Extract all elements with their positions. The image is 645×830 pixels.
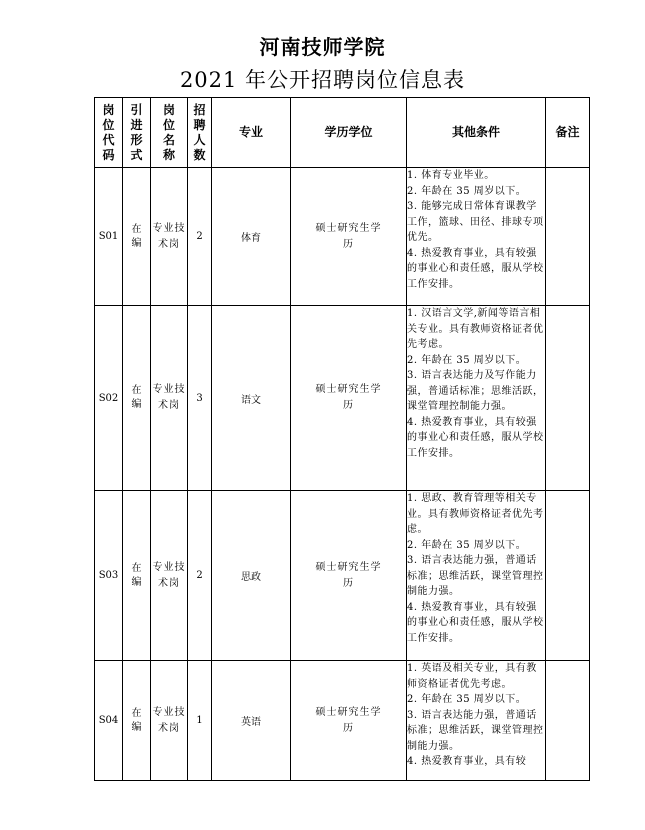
cell-conditions [407,661,546,781]
table-row [95,661,590,781]
cell-count: 3 [188,306,212,491]
document-subtitle: 2021 年公开招聘岗位信息表 [179,68,466,92]
condition-item: 1. 汉语言文学,新闻等语言相关专业。具有教师资格证者优先考虑。 [407,308,544,350]
cell-form: 在编 [123,661,151,781]
cell-post: 专业技术岗 [151,491,188,661]
cell-count: 2 [188,491,212,661]
header-code: 岗位代码 [95,98,123,168]
cell-code: S02 [95,306,123,491]
cell-degree: 硕士研究生学历 [291,661,407,781]
cell-remarks [546,168,590,306]
recruitment-table [94,97,590,781]
cell-post: 专业技术岗 [151,168,188,306]
cell-count: 2 [188,168,212,306]
cell-degree: 硕士研究生学历 [291,168,407,306]
cell-major: 英语 [212,661,291,781]
table-header-row [95,98,590,168]
cell-form: 在编 [123,168,151,306]
cell-remarks [546,491,590,661]
header-form: 引进形式 [123,98,151,168]
cell-post: 专业技术岗 [151,661,188,781]
condition-item: 3. 语言表达能力及写作能力强，普通话标准；思维活跃，课堂管理控制能力强。 [407,370,544,412]
document-title: 河南技师学院 [259,35,386,59]
condition-item: 4. 热爱教育事业，具有较强的事业心和责任感，服从学校工作安排。 [407,416,544,459]
cell-post: 专业技术岗 [151,306,188,491]
cell-conditions [407,306,546,491]
cell-form: 在编 [123,491,151,661]
cell-conditions [407,168,546,306]
condition-item: 4. 热爱教育事业，具有较强的事业心和责任感，服从学校工作安排。 [407,601,544,644]
cell-degree: 硕士研究生学历 [291,491,407,661]
header-degree: 学历学位 [291,98,407,168]
cell-conditions [407,491,546,661]
cell-form: 在编 [123,306,151,491]
condition-item: 2. 年龄在 35 周岁以下。 [407,694,527,705]
header-count: 招聘人数 [188,98,212,168]
cell-code: S04 [95,661,123,781]
cell-code: S03 [95,491,123,661]
cell-count: 1 [188,661,212,781]
condition-item: 4. 热爱教育事业，具有较 [407,756,527,767]
header-remarks: 备注 [546,98,590,168]
header-conditions: 其他条件 [407,98,546,168]
cell-major: 思政 [212,491,291,661]
table-row [95,168,590,306]
condition-item: 3. 语言表达能力强，普通话标准；思维活跃，课堂管理控制能力强。 [407,555,544,597]
cell-major: 语文 [212,306,291,491]
table-row [95,306,590,491]
condition-item: 2. 年龄在 35 周岁以下。 [407,539,527,551]
condition-item: 3. 语言表达能力强，普通话标准；思维活跃，课堂管理控制能力强。 [407,709,544,752]
table-row [95,491,590,661]
cell-major: 体育 [212,168,291,306]
cell-remarks [546,661,590,781]
condition-item: 2. 年龄在 35 周岁以下。 [407,354,527,366]
cell-code: S01 [95,168,123,306]
condition-item: 2. 年龄在 35 周岁以下。 [407,185,527,197]
cell-degree: 硕士研究生学历 [291,306,407,491]
condition-item: 1. 英语及相关专业，具有教师资格证者优先考虑。 [407,663,537,690]
condition-item: 3. 能够完成日常体育课教学工作，篮球、田径、排球专项优先。 [407,201,544,243]
condition-item: 1. 体育专业毕业。 [407,170,495,181]
header-major: 专业 [212,98,291,168]
header-post: 岗位名称 [151,98,188,168]
condition-item: 1. 思政、教育管理等相关专业。具有教师资格证者优先考虑。 [407,493,544,535]
cell-remarks [546,306,590,491]
condition-item: 4. 热爱教育事业，具有较强的事业心和责任感，服从学校工作安排。 [407,247,544,290]
